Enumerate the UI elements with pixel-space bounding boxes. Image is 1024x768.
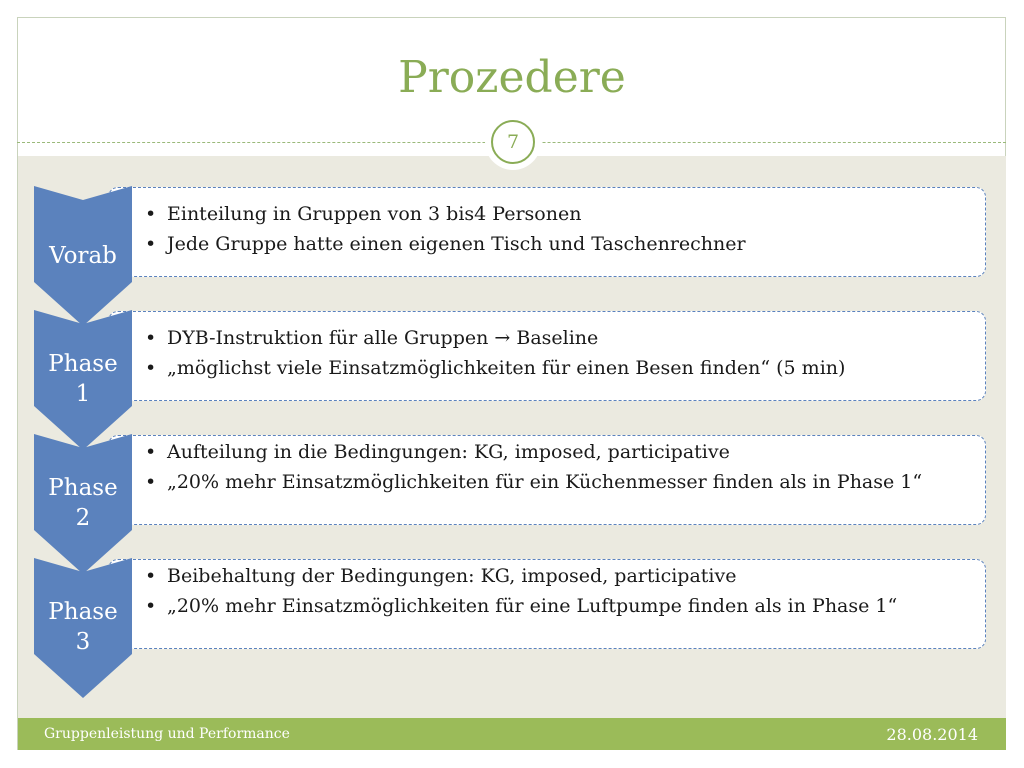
step-label-number: 1	[75, 381, 91, 407]
step-box-phase-3	[108, 559, 986, 649]
bullet-item: • Einteilung in Gruppen von 3 bis4 Personen	[167, 202, 969, 226]
bullet-list	[109, 436, 985, 494]
step-label-vorab	[34, 241, 132, 271]
bullet-item: • DYB-Instruktion für alle Gruppen → Baseline	[167, 326, 969, 350]
bullet-item: • Jede Gruppe hatte einen eigenen Tisch und Taschenrechner	[167, 232, 969, 256]
step-box-phase-2	[108, 435, 986, 525]
bullet-item: • Beibehaltung der Bedingungen: KG, imposed, participative	[167, 564, 969, 588]
bullet-item: • „20% mehr Einsatzmöglichkeiten für ein Küchenmesser finden als in Phase 1“	[167, 470, 969, 494]
step-box-vorab	[108, 187, 986, 277]
step-label-number: 3	[75, 629, 91, 655]
step-label-line: Phase	[48, 351, 118, 377]
bullet-list	[109, 312, 985, 380]
bullet-list	[109, 560, 985, 618]
step-label-number: 2	[75, 505, 91, 531]
bullet-list	[109, 188, 985, 256]
step-label-line: Phase	[48, 475, 118, 501]
step-label-phase-3	[34, 597, 132, 657]
slide-footer	[18, 718, 1006, 750]
bullet-item: • Aufteilung in die Bedingungen: KG, imposed, participative	[167, 440, 969, 464]
bullet-item: • „20% mehr Einsatzmöglichkeiten für eine Luftpumpe finden als in Phase 1“	[167, 594, 969, 618]
step-label-phase-1	[34, 349, 132, 409]
bullet-item: • „möglichst viele Einsatzmöglichkeiten für einen Besen finden“ (5 min)	[167, 356, 969, 380]
page-number: 7	[491, 120, 535, 164]
step-label-line: Phase	[48, 599, 118, 625]
footer-title: Gruppenleistung und Performance	[44, 726, 290, 742]
step-label-line: Vorab	[49, 243, 117, 269]
page-number-badge	[487, 116, 539, 168]
footer-date: 28.08.2014	[886, 725, 978, 744]
step-label-phase-2	[34, 473, 132, 533]
slide-title: Prozedere	[398, 52, 626, 103]
step-box-phase-1	[108, 311, 986, 401]
